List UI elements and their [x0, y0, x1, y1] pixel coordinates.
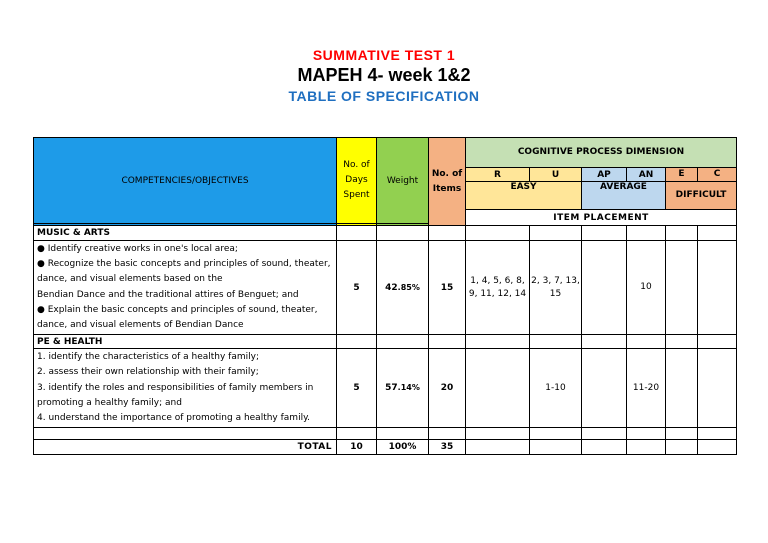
days-header: No. of Days Spent	[337, 138, 377, 224]
r-value: 1, 4, 5, 6, 8, 9, 11, 12, 14	[466, 241, 530, 335]
section-title-pe-health: PE & HEALTH	[34, 335, 337, 349]
total-days: 10	[337, 440, 377, 455]
u-header: U	[530, 168, 582, 182]
document-titles	[0, 46, 768, 106]
competency-list-pe-health: 1. identify the characteristics of a healthy family; 2. assess their own relationship with their family; 3. identify the roles and responsibilities of family members in promoting a healthy family; and 4. understand the importance of promoting a healthy family.	[34, 349, 337, 428]
ap-value	[582, 349, 627, 428]
subject-title: MAPEH 4- week 1&2	[297, 65, 471, 85]
an-value: 11-20	[627, 349, 666, 428]
days-value: 5	[337, 349, 377, 428]
item-placement-header: ITEM PLACEMENT	[466, 210, 737, 226]
e-value	[666, 349, 698, 428]
r-value	[466, 349, 530, 428]
section-title-music-arts: MUSIC & ARTS	[34, 226, 337, 241]
specification-table	[33, 137, 737, 455]
summative-title: SUMMATIVE TEST 1	[312, 47, 456, 63]
easy-header: EASY	[466, 182, 582, 210]
u-value: 1-10	[530, 349, 582, 428]
u-value: 2, 3, 7, 13, 15	[530, 241, 582, 335]
total-weight: 100%	[377, 440, 429, 455]
weight-header: Weight	[377, 138, 429, 224]
c-value	[698, 349, 737, 428]
average-header: AVERAGE	[582, 182, 666, 210]
an-value: 10	[627, 241, 666, 335]
ap-value	[582, 241, 627, 335]
an-header: AN	[627, 168, 666, 182]
table-row	[34, 241, 737, 335]
e-header: E	[666, 168, 698, 182]
items-header: No. of Items	[429, 138, 466, 226]
difficult-header: DIFFICULT	[666, 182, 737, 210]
tos-title: TABLE OF SPECIFICATION	[288, 88, 480, 104]
competencies-header: COMPETENCIES/OBJECTIVES	[34, 138, 337, 224]
competency-list-music-arts: ● Identify creative works in one's local area; ● Recognize the basic concepts and principles of sound, theater, dance, and visual elements based on the Bendian Dance and the traditional attires of Benguet; and ● Explain the basic concepts and principles of sound, theater, dance, and visual elements of Bendian Dance	[34, 241, 337, 335]
ap-header: AP	[582, 168, 627, 182]
cognitive-header: COGNITIVE PROCESS DIMENSION	[466, 138, 737, 168]
weight-value: 42.85%	[377, 241, 429, 335]
c-value	[698, 241, 737, 335]
e-value	[666, 241, 698, 335]
total-row	[34, 440, 737, 455]
items-value: 15	[429, 241, 466, 335]
items-value: 20	[429, 349, 466, 428]
weight-value: 57.14%	[377, 349, 429, 428]
days-value: 5	[337, 241, 377, 335]
c-header: C	[698, 168, 737, 182]
table-row	[34, 349, 737, 428]
total-items: 35	[429, 440, 466, 455]
total-label: TOTAL	[34, 440, 337, 455]
r-header: R	[466, 168, 530, 182]
